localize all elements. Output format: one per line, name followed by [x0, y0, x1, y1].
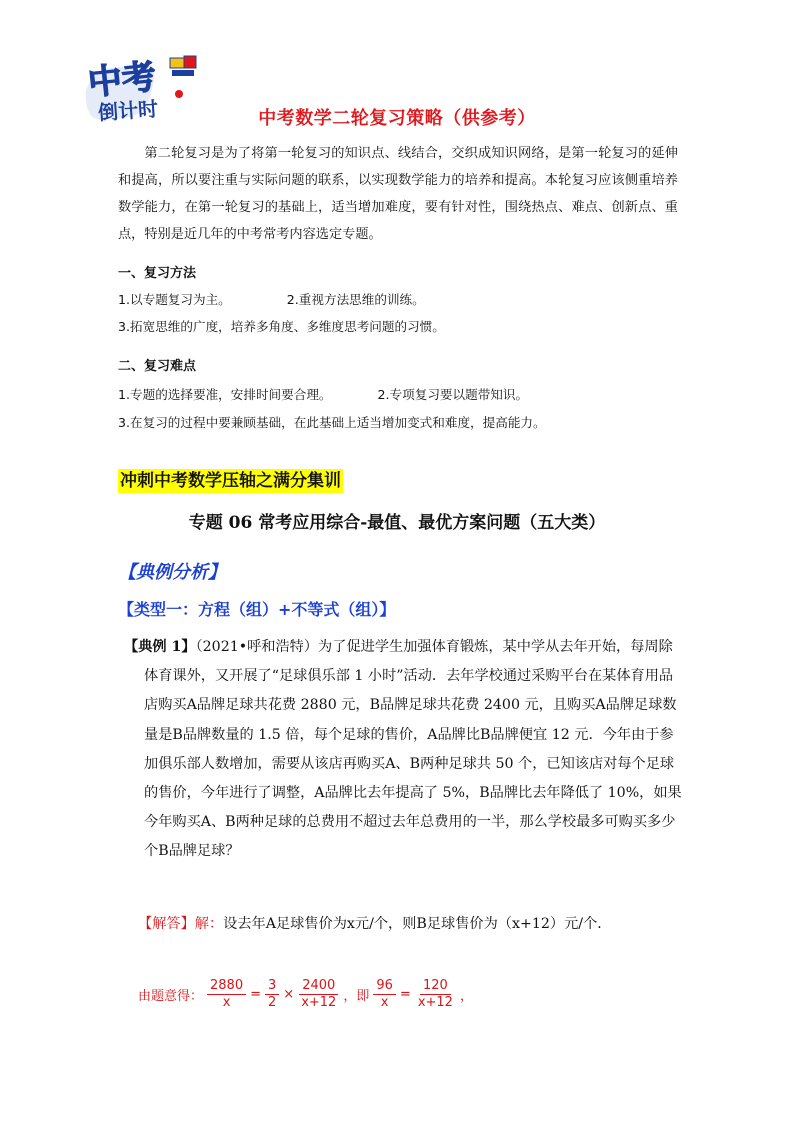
logo-text-1: 中考: [86, 56, 158, 104]
difficulties-item-3: 3.在复习的过程中要兼顾基础，在此基础上适当增加变式和难度，提高能力。: [118, 415, 546, 430]
type-one-heading: 【类型一：方程（组）+不等式（组）】: [118, 600, 396, 619]
fraction-2: $\frac{3}{2}$: [265, 978, 279, 1011]
typical-analysis-label: 【典例分析】: [118, 562, 226, 583]
example-label: 【典例 1】: [124, 639, 196, 655]
fraction-1: $\frac{2880}{x}$: [207, 978, 246, 1011]
answer-block: [138, 910, 686, 939]
methods-heading: 一、复习方法: [118, 266, 197, 281]
difficulties-item-1: 1.专题的选择要准，安排时间要合理。: [118, 387, 332, 402]
difficulties-heading: 二、复习难点: [118, 359, 197, 374]
equals-sign: =: [250, 987, 262, 1002]
fraction-4: $\frac{96}{x}$: [373, 978, 396, 1011]
methods-item-2: 2.重视方法思维的训练。: [286, 292, 425, 307]
formula-prefix: 由题意得：: [138, 989, 204, 1004]
example-text: （2021•呼和浩特）为了促进学生加强体育锻炼，某中学从去年开始，每周除体育课外，又开展了“足球俱乐部 1 小时”活动．去年学校通过采购平台在某体育用品店购买A品牌足球共花费 2880 元，B品牌足球共花费 2400 元，且购买A品牌足球数量是B品牌数量的 1.5 倍，每个足球的售价，A品牌比B品牌便宜 12 元．今年由于参加俱乐部人数增加，需要从该店再购买A、B两种足球共 50 个，已知该店对每个足球的售价，今年进行了调整，A品牌比去年提高了 5%，B品牌比去年降低了 10%，如果今年购买A、B两种足球的总费用不超过去年总费用的一半，那么学校最多可购买多少个B品牌足球？: [144, 639, 682, 860]
highlight-banner: 冲刺中考数学压轴之满分集训: [120, 471, 341, 491]
intro-paragraph: 第二轮复习是为了将第一轮复习的知识点、线结合，交织成知识网络，是第一轮复习的延伸和提高，所以要注重与实际问题的联系，以实现数学能力的培养和提高。本轮复习应该侧重培养数学能力，在第一轮复习的基础上，适当增加难度，要有针对性，围绕热点、难点、创新点、重点，特别是近几年的中考常考内容选定专题。: [118, 146, 678, 242]
fraction-3: $\frac{2400}{x+12}$: [301, 978, 337, 1010]
formula-mid: ，即: [343, 989, 370, 1004]
times-sign: ×: [283, 987, 295, 1002]
difficulties-line-1: [118, 385, 528, 405]
difficulties-item-2: 2.专项复习要以题带知识。: [377, 387, 529, 402]
methods-line-1: [118, 290, 425, 310]
page-title: 中考数学二轮复习策略（供参考）: [258, 108, 536, 129]
methods-item-3: 3.拓宽思维的广度，培养多角度、多维度思考问题的习惯。: [118, 319, 445, 334]
formula-suffix: ，: [459, 989, 473, 1004]
equals-sign-2: =: [399, 987, 411, 1002]
answer-text: 设去年A足球售价为x元/个，则B足球售价为（x+12）元/个．: [223, 916, 612, 932]
equation-line: [138, 978, 473, 1011]
methods-item-1: 1.以专题复习为主。: [118, 292, 231, 307]
example-1: [124, 633, 684, 867]
fraction-5: $\frac{120}{x+12}$: [417, 978, 453, 1010]
topic-title: 专题 06 常考应用综合-最值、最优方案问题（五大类）: [188, 513, 606, 533]
answer-label: 【解答】解：: [138, 916, 224, 932]
logo-text-2: 倒计时: [97, 96, 159, 125]
